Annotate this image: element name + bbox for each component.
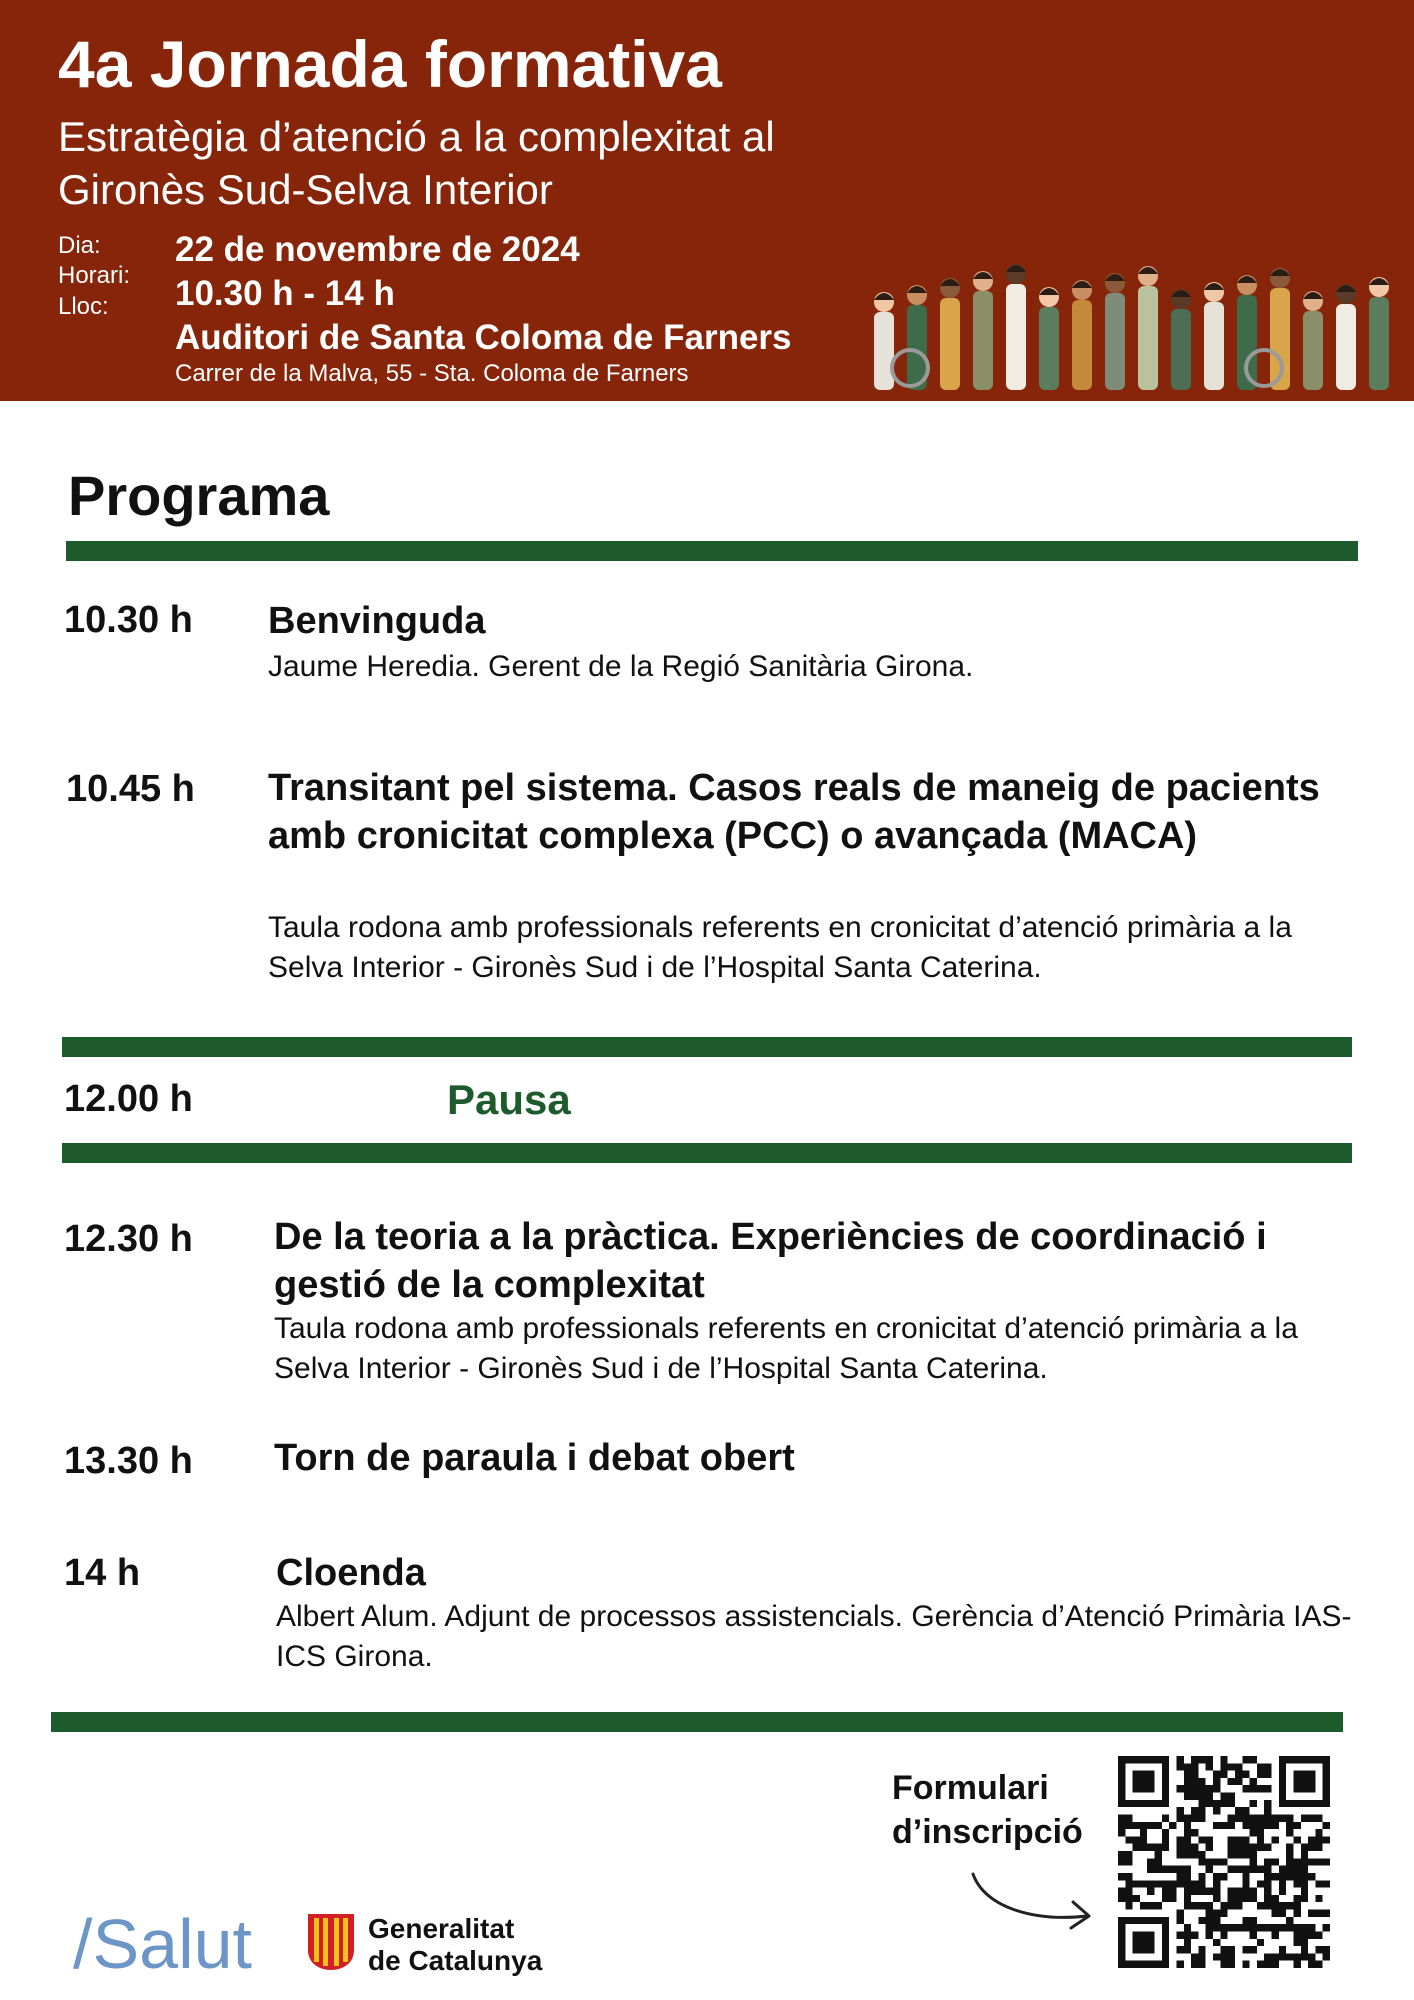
- item-title: Benvinguda: [268, 600, 486, 642]
- program-heading: Programa: [68, 464, 330, 527]
- item-time: 12.30 h: [64, 1218, 193, 1260]
- registration-form-label: Formulari d’inscripció: [892, 1769, 1083, 1851]
- item-time: 10.45 h: [66, 768, 195, 810]
- generalitat-logo-text: [368, 1913, 542, 1977]
- item-time: 10.30 h: [64, 599, 193, 641]
- divider-pause-bottom: [62, 1143, 1352, 1163]
- schedule-label: Horari:: [58, 262, 131, 289]
- event-schedule: 10.30 h - 14 h: [175, 274, 395, 313]
- item-description: Jaume Heredia. Gerent de la Regió Sanitària Girona.: [268, 650, 974, 683]
- pause-label: Pausa: [447, 1076, 571, 1123]
- event-address: Carrer de la Malva, 55 - Sta. Coloma de Farners: [175, 360, 689, 387]
- salut-logo: /Salut: [73, 1905, 252, 1983]
- generalitat-line2: de Catalunya: [368, 1945, 543, 1976]
- divider-bottom: [51, 1712, 1343, 1732]
- qr-code-icon[interactable]: [1118, 1756, 1330, 1968]
- event-subtitle-line2: Gironès Sud-Selva Interior: [58, 166, 553, 213]
- divider-top: [66, 541, 1358, 561]
- event-date: 22 de novembre de 2024: [175, 230, 580, 269]
- item-time: 14 h: [64, 1552, 141, 1594]
- location-label: Lloc:: [58, 293, 109, 320]
- item-time: 12.00 h: [64, 1078, 193, 1120]
- item-time: 13.30 h: [64, 1440, 193, 1482]
- item-description: Albert Alum. Adjunt de processos assistencials. Gerència d’Atenció Primària IAS-ICS Girona.: [276, 1600, 1352, 1673]
- item-title: De la teoria a la pràctica. Experiències de coordinació i gestió de la complexitat: [274, 1216, 1267, 1306]
- event-header: [0, 0, 1414, 401]
- item-title: Cloenda: [276, 1552, 426, 1594]
- date-label: Dia:: [58, 232, 101, 259]
- generalitat-line1: Generalitat: [368, 1913, 515, 1944]
- generalitat-shield-icon: [306, 1912, 356, 1972]
- event-location: Auditori de Santa Coloma de Farners: [175, 318, 792, 357]
- people-illustration-icon: [870, 240, 1414, 390]
- curved-arrow-icon: [965, 1868, 1100, 1934]
- item-title: Torn de paraula i debat obert: [274, 1437, 795, 1479]
- item-description: Taula rodona amb professionals referents en cronicitat d’atenció primària a la Selva Interior - Gironès Sud i de l’Hospital Santa Caterina.: [268, 911, 1292, 984]
- item-title: Transitant pel sistema. Casos reals de maneig de pacients amb cronicitat complexa (PCC) o avançada (MACA): [268, 767, 1320, 857]
- event-title: 4a Jornada formativa: [58, 27, 722, 101]
- item-description: Taula rodona amb professionals referents en cronicitat d’atenció primària a la Selva Interior - Gironès Sud i de l’Hospital Santa Caterina.: [274, 1312, 1298, 1385]
- event-subtitle-line1: Estratègia d’atenció a la complexitat al: [58, 113, 775, 160]
- divider-pause-top: [62, 1037, 1352, 1057]
